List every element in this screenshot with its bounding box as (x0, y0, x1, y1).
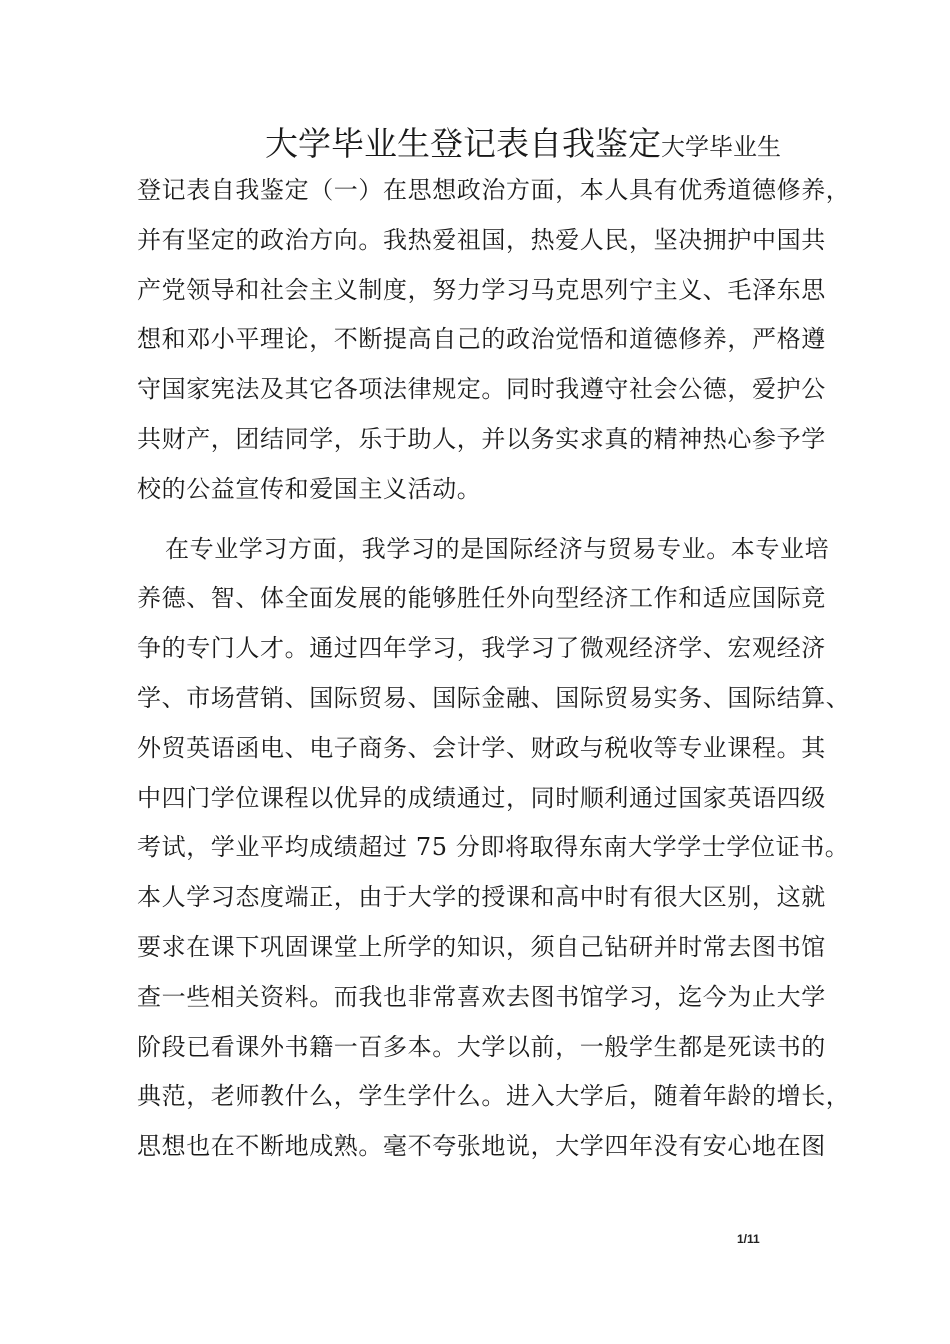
text-line: 并有坚定的政治方向。我热爱祖国，热爱人民，坚决拥护中国共 (137, 225, 826, 254)
title-tail: 大学毕业生 (661, 133, 781, 161)
text-line: 中四门学位课程以优异的成绩通过，同时顺利通过国家英语四级 (137, 783, 826, 812)
text-line: 思想也在不断地成熟。毫不夸张地说，大学四年没有安心地在图 (137, 1132, 826, 1161)
text-line: 要求在课下巩固课堂上所学的知识，须自己钻研并时常去图书馆 (137, 932, 826, 961)
body-text (137, 166, 857, 1172)
text-line: 阶段已看课外书籍一百多本。大学以前，一般学生都是死读书的 (137, 1032, 826, 1061)
text-line: 登记表自我鉴定（一）在思想政治方面，本人具有优秀道德修养， (137, 176, 851, 204)
text-line: 在专业学习方面，我学习的是国际经济与贸易专业。本专业培 (165, 534, 830, 563)
text-line: 养德、智、体全面发展的能够胜任外向型经济工作和适应国际竞 (137, 584, 826, 613)
text-line: 考试，学业平均成绩超过 75 分即将取得东南大学学士学位证书。 (137, 833, 850, 862)
document-title (265, 118, 781, 165)
text-line: 外贸英语函电、电子商务、会计学、财政与税收等专业课程。其 (137, 733, 826, 762)
text-line: 想和邓小平理论，不断提高自己的政治觉悟和道德修养，严格遵 (137, 325, 826, 354)
page-number: 1/11 (737, 1232, 760, 1246)
text-line: 校的公益宣传和爱国主义活动。 (137, 474, 482, 503)
text-line: 争的专门人才。通过四年学习，我学习了微观经济学、宏观经济 (137, 634, 826, 663)
text-line: 查一些相关资料。而我也非常喜欢去图书馆学习，迄今为止大学 (137, 982, 826, 1011)
text-line: 共财产，团结同学，乐于助人，并以务实求真的精神热心参予学 (137, 424, 826, 453)
text-line: 典范，老师教什么，学生学什么。进入大学后，随着年龄的增长， (137, 1082, 851, 1111)
text-line: 学、市场营销、国际贸易、国际金融、国际贸易实务、国际结算、 (137, 683, 851, 712)
text-line: 守国家宪法及其它各项法律规定。同时我遵守社会公德，爱护公 (137, 375, 826, 404)
text-line: 本人学习态度端正，由于大学的授课和高中时有很大区别，这就 (137, 883, 826, 912)
title-main: 大学毕业生登记表自我鉴定 (265, 124, 661, 163)
text-line: 产党领导和社会主义制度，努力学习马克思列宁主义、毛泽东思 (137, 275, 826, 304)
